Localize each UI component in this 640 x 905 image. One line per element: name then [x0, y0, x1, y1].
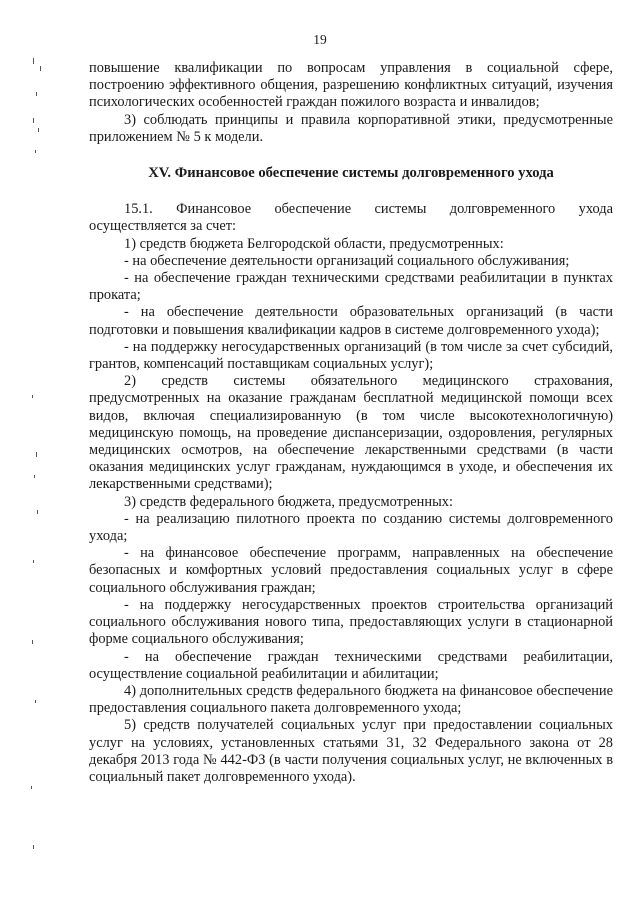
list-subitem: - на обеспечение граждан техническими средствами реабилитации в пунктах проката; [89, 270, 613, 304]
list-subitem: - на обеспечение деятельности образовательных организаций (в части подготовки и повышения квалификации кадров в системе долговременного ухода); [89, 304, 613, 338]
paragraph-continuation: повышение квалификации по вопросам управления в социальной сфере, построению эффективного общения, разрешению конфликтных ситуаций, изучения психологических особенностей граждан пожилого возраста и инвалидов; [89, 60, 613, 111]
list-item-2: 2) средств системы обязательного медицинского страхования, предусмотренных на оказание гражданам бесплатной медицинской помощи всех видов, включая специализированную (в том числе высокотехнологичную) медицинскую помощь, на проведение диспансеризации, оздоровления, регулярных медицинских осмотров, на обеспечение лекарственными средствами (в части оказания медицинских услуг гражданам, нуждающимся в уходе, и обеспечения их лекарственными средствами); [89, 373, 613, 493]
document-body [89, 60, 613, 786]
list-item-3: 3) средств федерального бюджета, предусмотренных: [124, 493, 453, 510]
list-subitem: - на финансовое обеспечение программ, направленных на обеспечение безопасных и комфортных условий предоставления социальных услуг в сфере социального обслуживания граждан; [89, 545, 613, 596]
paragraph-item-3: 3) соблюдать принципы и правила корпоративной этики, предусмотренные приложением № 5 к модели. [89, 111, 613, 145]
page-number: 19 [313, 32, 327, 47]
list-subitem: - на поддержку негосударственных организаций (в том числе за счет субсидий, грантов, компенсаций поставщикам социальных услуг); [89, 338, 613, 373]
list-item-1: 1) средств бюджета Белгородской области, предусмотренных: [124, 235, 504, 252]
paragraph-15-1: 15.1. Финансовое обеспечение системы долговременного ухода осуществляется за счет: [89, 201, 613, 235]
list-subitem: - на реализацию пилотного проекта по созданию системы долговременного ухода; [89, 510, 613, 545]
scan-margin-marks [0, 0, 60, 905]
list-subitem: - на поддержку негосударственных проектов строительства организаций социального обслуживания нового типа, предоставляющих услуги в стационарной форме социального обслуживания; [89, 596, 613, 648]
list-item-4: 4) дополнительных средств федерального бюджета на финансовое обеспечение предоставления социального пакета долговременного ухода; [89, 682, 613, 717]
list-item-5: 5) средств получателей социальных услуг при предоставлении социальных услуг на условиях, установленных статьями 31, 32 Федерального закона от 28 декабря 2013 года № 442-ФЗ (в части получения социальных услуг, не включенных в социальный пакет долговременного ухода). [89, 717, 613, 785]
section-heading: XV. Финансовое обеспечение системы долговременного ухода [148, 165, 554, 182]
list-subitem: - на обеспечение деятельности организаций социального обслуживания; [124, 252, 570, 269]
list-subitem: - на обеспечение граждан техническими средствами реабилитации, осуществление социальной реабилитации и абилитации; [89, 648, 613, 682]
